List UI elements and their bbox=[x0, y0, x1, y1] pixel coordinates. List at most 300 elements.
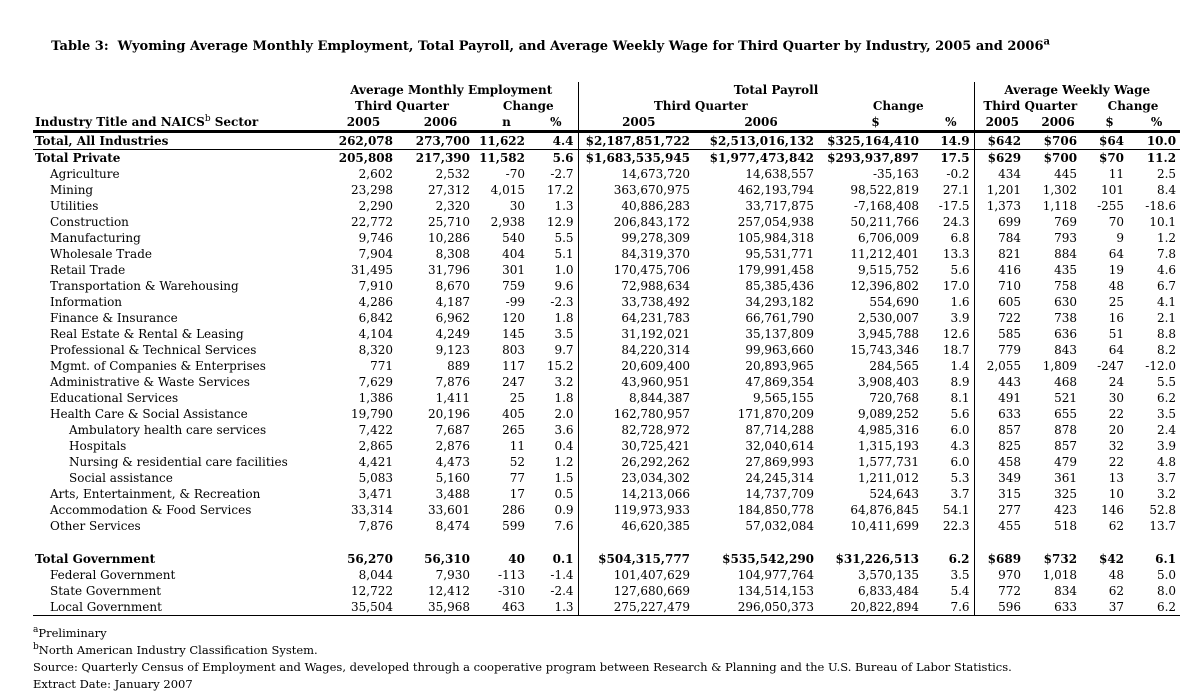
cell-wage-change-usd: 48 bbox=[1108, 568, 1125, 582]
cell-wage-change-usd: 16 bbox=[1108, 311, 1125, 325]
cell-payroll-change-usd: 20,822,894 bbox=[823, 599, 928, 616]
cell-emp-2006: 10,286 bbox=[428, 231, 470, 245]
cell-wage-change-pct: 5.5 bbox=[1156, 375, 1177, 389]
cell-wage-2005: 825 bbox=[974, 438, 1030, 454]
cell-wage-2006: 843 bbox=[1054, 343, 1078, 357]
col-header-payroll-pct: % bbox=[928, 114, 974, 132]
table-row bbox=[33, 599, 1180, 616]
table-title bbox=[33, 24, 1176, 69]
cell-payroll-2005: 64,231,783 bbox=[578, 310, 699, 326]
table-header bbox=[33, 82, 1180, 132]
cell-emp-change-pct: 2.0 bbox=[554, 407, 574, 421]
cell-emp-change-n: 145 bbox=[502, 327, 525, 341]
industry-label: Total Private bbox=[35, 151, 121, 165]
cell-emp-change-n: 247 bbox=[502, 375, 525, 389]
cell-emp-2005: 8,044 bbox=[358, 568, 393, 582]
footnote-text: Extract Date: January 2007 bbox=[33, 677, 193, 691]
table-row bbox=[33, 262, 1180, 278]
cell-wage-change-pct: 6.7 bbox=[1156, 279, 1177, 293]
cell-payroll-change-pct: 5.3 bbox=[950, 471, 970, 485]
cell-payroll-2006: 66,761,790 bbox=[745, 311, 815, 325]
cell-payroll-2005: 275,227,479 bbox=[578, 599, 699, 616]
subheader-wage-third-quarter: Third Quarter bbox=[974, 98, 1086, 114]
cell-wage-change-pct: 8.0 bbox=[1156, 584, 1177, 598]
cell-payroll-2006: 34,293,182 bbox=[745, 295, 815, 309]
cell-emp-2005: 12,722 bbox=[351, 584, 393, 598]
cell-emp-change-n: 405 bbox=[502, 407, 525, 421]
cell-wage-2006: 521 bbox=[1054, 391, 1078, 405]
cell-payroll-2006: 87,714,288 bbox=[745, 423, 815, 437]
cell-payroll-change-usd: 1,315,193 bbox=[857, 439, 920, 453]
cell-emp-change-pct: 17.2 bbox=[546, 183, 574, 197]
cell-wage-2006: 655 bbox=[1054, 407, 1078, 421]
cell-emp-change-pct: 3.5 bbox=[554, 327, 574, 341]
cell-wage-2005: 349 bbox=[974, 470, 1030, 486]
cell-emp-2006: 12,412 bbox=[428, 584, 470, 598]
industry-label: Hospitals bbox=[69, 439, 127, 453]
cell-emp-2005: 33,314 bbox=[351, 503, 393, 517]
cell-payroll-change-usd: 50,211,766 bbox=[850, 215, 920, 229]
cell-wage-2006: 423 bbox=[1054, 503, 1078, 517]
cell-wage-change-usd: 48 bbox=[1108, 279, 1125, 293]
cell-payroll-2006: 14,638,557 bbox=[745, 167, 815, 181]
cell-emp-2005: 9,746 bbox=[358, 231, 393, 245]
cell-payroll-change-pct: 17.5 bbox=[940, 151, 970, 165]
row-header-footnote-marker: b bbox=[204, 114, 211, 124]
cell-emp-2005: 7,422 bbox=[358, 423, 393, 437]
cell-wage-change-pct: 3.2 bbox=[1156, 487, 1177, 501]
cell-emp-2005: 7,629 bbox=[358, 375, 393, 389]
cell-payroll-change-pct: 5.6 bbox=[950, 407, 970, 421]
cell-wage-2006: 630 bbox=[1054, 295, 1078, 309]
cell-emp-change-pct: 3.2 bbox=[554, 375, 574, 389]
cell-payroll-change-usd: $325,164,410 bbox=[823, 132, 928, 150]
cell-wage-2005: $689 bbox=[974, 551, 1030, 567]
cell-payroll-change-pct: 7.6 bbox=[928, 599, 974, 616]
industry-label: Educational Services bbox=[50, 391, 179, 405]
cell-wage-2006: 1,118 bbox=[1042, 199, 1078, 213]
cell-emp-change-n: 404 bbox=[502, 247, 525, 261]
cell-payroll-2006: 296,050,373 bbox=[699, 599, 823, 616]
cell-payroll-change-usd: -7,168,408 bbox=[853, 199, 920, 213]
industry-label: Federal Government bbox=[50, 568, 176, 582]
cell-payroll-change-usd: 3,570,135 bbox=[857, 568, 920, 582]
row-header-text: Industry Title and NAICS bbox=[35, 115, 205, 129]
cell-payroll-change-pct: 6.8 bbox=[950, 231, 970, 245]
cell-wage-2006: 1,809 bbox=[1042, 359, 1078, 373]
cell-wage-change-pct: 52.8 bbox=[1149, 503, 1177, 517]
cell-emp-change-pct: 1.3 bbox=[554, 199, 574, 213]
group-header-payroll: Total Payroll bbox=[578, 82, 974, 98]
table-row bbox=[33, 567, 1180, 583]
cell-emp-change-pct: 9.7 bbox=[554, 343, 574, 357]
cell-emp-change-n: 52 bbox=[509, 455, 525, 469]
cell-payroll-2005: 14,213,066 bbox=[578, 486, 699, 502]
cell-wage-2005: $642 bbox=[974, 132, 1030, 150]
cell-wage-change-usd: 32 bbox=[1108, 439, 1125, 453]
cell-wage-2006: $706 bbox=[1030, 132, 1086, 150]
cell-payroll-2005: 127,680,669 bbox=[578, 583, 699, 599]
cell-emp-change-n: -310 bbox=[498, 584, 525, 598]
cell-wage-2005 bbox=[974, 534, 1030, 551]
cell-wage-change-usd: 13 bbox=[1108, 471, 1125, 485]
cell-emp-change-n: 4,015 bbox=[490, 183, 525, 197]
cell-emp-2006: 2,876 bbox=[435, 439, 470, 453]
industry-label: Finance & Insurance bbox=[50, 311, 178, 325]
col-header-wage-2005: 2005 bbox=[974, 114, 1030, 132]
cell-payroll-change-pct: 5.4 bbox=[950, 584, 970, 598]
cell-emp-change-n: 40 bbox=[508, 552, 525, 566]
cell-emp-2006: 31,796 bbox=[428, 263, 470, 277]
cell-wage-2006: 636 bbox=[1054, 327, 1078, 341]
cell-emp-change-n: 11,622 bbox=[479, 132, 534, 150]
col-header-wage-pct: % bbox=[1133, 114, 1180, 132]
table-row bbox=[33, 230, 1180, 246]
cell-wage-change-usd: 30 bbox=[1108, 391, 1125, 405]
cell-wage-2006: 445 bbox=[1054, 167, 1078, 181]
table-row bbox=[33, 583, 1180, 599]
cell-payroll-change-pct: -0.2 bbox=[946, 167, 970, 181]
cell-payroll-2005: 82,728,972 bbox=[578, 422, 699, 438]
table-row bbox=[33, 342, 1180, 358]
cell-wage-change-usd: 22 bbox=[1108, 407, 1125, 421]
cell-emp-2005: 22,772 bbox=[351, 215, 393, 229]
col-header-wage-usd: $ bbox=[1086, 114, 1133, 132]
cell-payroll-2005: 40,886,283 bbox=[578, 198, 699, 214]
industry-label: Social assistance bbox=[69, 471, 173, 485]
cell-payroll-2005: 99,278,309 bbox=[578, 230, 699, 246]
cell-emp-change-n: 301 bbox=[502, 263, 525, 277]
cell-emp-change-n: 120 bbox=[502, 311, 525, 325]
cell-emp-2005: 1,386 bbox=[358, 391, 393, 405]
cell-emp-change-pct: 1.3 bbox=[534, 599, 578, 616]
cell-payroll-2005: 101,407,629 bbox=[578, 567, 699, 583]
cell-payroll-change-pct: 54.1 bbox=[942, 503, 970, 517]
cell-wage-change-pct: -18.6 bbox=[1145, 199, 1177, 213]
cell-payroll-2005: 14,673,720 bbox=[578, 166, 699, 182]
table-body bbox=[33, 132, 1180, 616]
cell-emp-change-pct: 1.8 bbox=[554, 391, 574, 405]
cell-payroll-change-usd: 524,643 bbox=[869, 487, 920, 501]
cell-wage-2005: 633 bbox=[974, 406, 1030, 422]
cell-payroll-2006: $535,542,290 bbox=[722, 552, 815, 566]
industry-label: Other Services bbox=[50, 519, 141, 533]
cell-payroll-2006: 105,984,318 bbox=[737, 231, 815, 245]
cell-payroll-change-usd: 10,411,699 bbox=[850, 519, 920, 533]
cell-emp-change-pct: 1.8 bbox=[554, 311, 574, 325]
cell-wage-change-usd: 24 bbox=[1108, 375, 1125, 389]
cell-emp-2005: 7,876 bbox=[358, 519, 393, 533]
cell-emp-change-n: 2,938 bbox=[490, 215, 525, 229]
cell-wage-change-usd: -255 bbox=[1097, 199, 1125, 213]
cell-payroll-2005: 84,319,370 bbox=[578, 246, 699, 262]
cell-emp-2006: 4,473 bbox=[435, 455, 470, 469]
table-row bbox=[33, 182, 1180, 198]
cell-wage-2006: 1,302 bbox=[1042, 183, 1078, 197]
cell-emp-2006: 20,196 bbox=[428, 407, 470, 421]
cell-payroll-change-usd: 4,985,316 bbox=[857, 423, 920, 437]
industry-label: Utilities bbox=[50, 199, 99, 213]
cell-wage-2005: 710 bbox=[974, 278, 1030, 294]
cell-wage-change-pct: 4.6 bbox=[1156, 263, 1177, 277]
cell-wage-change-pct: 4.1 bbox=[1156, 295, 1177, 309]
cell-wage-2005: 458 bbox=[974, 454, 1030, 470]
cell-payroll-2005: 20,609,400 bbox=[578, 358, 699, 374]
cell-emp-2005: 2,602 bbox=[358, 167, 393, 181]
cell-payroll-change-pct: 27.1 bbox=[942, 183, 970, 197]
cell-wage-change-usd: 51 bbox=[1108, 327, 1125, 341]
footnote-text: Preliminary bbox=[38, 626, 107, 640]
cell-payroll-2006 bbox=[699, 534, 823, 551]
cell-payroll-2005: 23,034,302 bbox=[578, 470, 699, 486]
spacer-row bbox=[33, 534, 1180, 551]
row-header-text-after: Sector bbox=[210, 115, 259, 129]
cell-emp-2005: 19,790 bbox=[351, 407, 393, 421]
cell-wage-2006: 325 bbox=[1054, 487, 1078, 501]
industry-label: Arts, Entertainment, & Recreation bbox=[50, 487, 261, 501]
cell-emp-2006: 889 bbox=[447, 359, 470, 373]
industry-label: Local Government bbox=[33, 599, 325, 616]
cell-emp-2005: 205,808 bbox=[338, 151, 393, 165]
footnotes bbox=[33, 625, 1176, 693]
cell-wage-change-usd: 37 bbox=[1086, 599, 1133, 616]
cell-wage-change-usd: 70 bbox=[1108, 215, 1125, 229]
industry-label: Ambulatory health care services bbox=[69, 423, 267, 437]
cell-emp-change-n: 803 bbox=[502, 343, 525, 357]
cell-emp-change-pct: -2.3 bbox=[550, 295, 574, 309]
cell-wage-change-pct bbox=[1133, 534, 1180, 551]
cell-wage-2005: 699 bbox=[974, 214, 1030, 230]
cell-wage-2005: 585 bbox=[974, 326, 1030, 342]
subheader-wage-change: Change bbox=[1107, 99, 1159, 113]
cell-emp-2006: 8,474 bbox=[435, 519, 470, 533]
cell-payroll-2006: 33,717,875 bbox=[745, 199, 815, 213]
cell-payroll-change-usd: 9,089,252 bbox=[857, 407, 920, 421]
col-header-payroll-usd: $ bbox=[823, 114, 928, 132]
col-header-payroll-2006: 2006 bbox=[699, 114, 823, 132]
cell-wage-2005: 416 bbox=[974, 262, 1030, 278]
cell-wage-change-usd: 101 bbox=[1101, 183, 1125, 197]
table-row bbox=[33, 310, 1180, 326]
cell-emp-2005: 7,910 bbox=[358, 279, 393, 293]
cell-wage-2005: 315 bbox=[974, 486, 1030, 502]
cell-emp-change-pct: 7.6 bbox=[554, 519, 574, 533]
cell-wage-2005: 1,373 bbox=[974, 198, 1030, 214]
employment-payroll-wage-table bbox=[33, 82, 1180, 616]
cell-emp-2006: 4,187 bbox=[435, 295, 470, 309]
cell-payroll-2006: 257,054,938 bbox=[737, 215, 815, 229]
cell-emp-change-pct: 5.1 bbox=[554, 247, 574, 261]
cell-payroll-change-usd: 11,212,401 bbox=[850, 247, 920, 261]
cell-emp-2005: 2,865 bbox=[358, 439, 393, 453]
cell-payroll-2006: 24,245,314 bbox=[745, 471, 815, 485]
cell-payroll-2005: 84,220,314 bbox=[578, 342, 699, 358]
cell-wage-2006: 479 bbox=[1054, 455, 1078, 469]
cell-payroll-2005: 30,725,421 bbox=[578, 438, 699, 454]
cell-emp-change-pct: 15.2 bbox=[546, 359, 574, 373]
cell-payroll-change-usd: -35,163 bbox=[872, 167, 920, 181]
industry-label: Information bbox=[50, 295, 123, 309]
cell-payroll-change-pct: 17.0 bbox=[942, 279, 970, 293]
title-footnote-marker: a bbox=[1043, 36, 1050, 48]
cell-emp-2006: 217,390 bbox=[415, 151, 470, 165]
cell-wage-2006: 518 bbox=[1054, 519, 1078, 533]
cell-payroll-change-pct: 1.6 bbox=[950, 295, 970, 309]
cell-emp-2005: 23,298 bbox=[351, 183, 393, 197]
cell-payroll-2005: 26,292,262 bbox=[578, 454, 699, 470]
cell-emp-2006: 6,962 bbox=[435, 311, 470, 325]
cell-payroll-2005: 119,973,933 bbox=[578, 502, 699, 518]
cell-wage-change-pct: 13.7 bbox=[1149, 519, 1177, 533]
cell-emp-change-n: 265 bbox=[502, 423, 525, 437]
table-row bbox=[33, 406, 1180, 422]
cell-wage-2005: 779 bbox=[974, 342, 1030, 358]
cell-wage-change-usd: 9 bbox=[1116, 231, 1125, 245]
cell-wage-2006: 633 bbox=[1030, 599, 1086, 616]
cell-wage-2005: 434 bbox=[974, 166, 1030, 182]
cell-wage-2006: $732 bbox=[1043, 552, 1078, 566]
cell-payroll-2006: 27,869,993 bbox=[745, 455, 815, 469]
table-title-text: Table 3: Wyoming Average Monthly Employment, Total Payroll, and Average Weekly Wage for Third Quarter by Industry, 2005 and 2006 bbox=[51, 39, 1044, 54]
cell-emp-change-pct: -2.4 bbox=[550, 584, 574, 598]
group-header-weekly-wage: Average Weekly Wage bbox=[974, 82, 1180, 98]
cell-payroll-change-pct: 6.0 bbox=[950, 423, 970, 437]
table-row bbox=[33, 454, 1180, 470]
cell-wage-change-usd: -247 bbox=[1097, 359, 1125, 373]
cell-wage-change-pct: 11.2 bbox=[1146, 151, 1177, 165]
footnote-marker-a: a bbox=[33, 625, 39, 636]
cell-emp-change-pct: 0.4 bbox=[554, 439, 574, 453]
cell-wage-2006: 468 bbox=[1054, 375, 1078, 389]
cell-payroll-change-pct: 8.1 bbox=[950, 391, 970, 405]
cell-emp-2006: 27,312 bbox=[428, 183, 470, 197]
col-header-emp-2005: 2005 bbox=[325, 114, 402, 132]
cell-emp-change-n: 463 bbox=[479, 599, 534, 616]
cell-payroll-2006: 462,193,794 bbox=[737, 183, 815, 197]
cell-emp-change-pct: 5.5 bbox=[554, 231, 574, 245]
cell-wage-change-usd: 10 bbox=[1108, 487, 1125, 501]
table-row bbox=[33, 438, 1180, 454]
table-row bbox=[33, 198, 1180, 214]
cell-wage-2005: 443 bbox=[974, 374, 1030, 390]
cell-payroll-change-pct: 18.7 bbox=[942, 343, 970, 357]
industry-label: Agriculture bbox=[50, 167, 120, 181]
cell-payroll-2005: 162,780,957 bbox=[578, 406, 699, 422]
industry-label: Total Government bbox=[35, 552, 156, 566]
cell-emp-change-n: 286 bbox=[502, 503, 525, 517]
industry-label: Professional & Technical Services bbox=[50, 343, 257, 357]
cell-emp-change-n: -70 bbox=[505, 167, 525, 181]
cell-emp-change-pct: -2.7 bbox=[550, 167, 574, 181]
table-row bbox=[33, 551, 1180, 567]
industry-label: Nursing & residential care facilities bbox=[69, 455, 288, 469]
cell-wage-change-usd: 20 bbox=[1108, 423, 1125, 437]
cell-payroll-change-usd: 64,876,845 bbox=[850, 503, 920, 517]
col-header-wage-2006: 2006 bbox=[1030, 114, 1086, 132]
table-row bbox=[33, 470, 1180, 486]
cell-emp-2006: 2,320 bbox=[435, 199, 470, 213]
cell-wage-change-pct: 5.0 bbox=[1156, 568, 1177, 582]
industry-label: Mining bbox=[50, 183, 94, 197]
cell-wage-2005: 970 bbox=[974, 567, 1030, 583]
table-row bbox=[33, 390, 1180, 406]
table-row bbox=[33, 358, 1180, 374]
cell-payroll-change-usd: 3,908,403 bbox=[857, 375, 920, 389]
industry-label: Transportation & Warehousing bbox=[50, 279, 239, 293]
subheader-emp-third-quarter: Third Quarter bbox=[355, 99, 449, 113]
cell-emp-2005: 262,078 bbox=[325, 132, 402, 150]
cell-wage-change-usd bbox=[1086, 534, 1133, 551]
cell-emp-2005: 56,270 bbox=[347, 552, 393, 566]
cell-wage-2006: 738 bbox=[1054, 311, 1078, 325]
industry-label: Mgmt. of Companies & Enterprises bbox=[50, 359, 266, 373]
cell-wage-2006 bbox=[1030, 534, 1086, 551]
cell-emp-2006: 3,488 bbox=[435, 487, 470, 501]
cell-payroll-change-usd: 15,743,346 bbox=[850, 343, 920, 357]
cell-payroll-2006: 47,869,354 bbox=[745, 375, 815, 389]
col-header-emp-pct: % bbox=[534, 114, 578, 132]
cell-payroll-change-usd: $293,937,897 bbox=[827, 151, 920, 165]
cell-wage-change-usd: 64 bbox=[1108, 343, 1125, 357]
col-header-payroll-2005: 2005 bbox=[578, 114, 699, 132]
cell-payroll-2005: 31,192,021 bbox=[578, 326, 699, 342]
cell-emp-change-pct: 3.6 bbox=[554, 423, 574, 437]
cell-payroll-2005: 363,670,975 bbox=[578, 182, 699, 198]
cell-wage-change-pct: -12.0 bbox=[1145, 359, 1177, 373]
cell-wage-2005: $629 bbox=[974, 150, 1030, 167]
cell-payroll-2006: 95,531,771 bbox=[745, 247, 815, 261]
cell-wage-change-usd: $42 bbox=[1098, 552, 1125, 566]
cell-payroll-2005 bbox=[578, 534, 699, 551]
cell-payroll-change-pct: 5.6 bbox=[950, 263, 970, 277]
cell-emp-change-n: 77 bbox=[509, 471, 525, 485]
cell-wage-change-pct: 7.8 bbox=[1156, 247, 1177, 261]
cell-emp-2005 bbox=[325, 534, 402, 551]
cell-payroll-change-usd: 6,706,009 bbox=[857, 231, 920, 245]
cell-emp-change-n: 30 bbox=[509, 199, 525, 213]
cell-emp-change-n: -113 bbox=[498, 568, 525, 582]
industry-label: Wholesale Trade bbox=[50, 247, 152, 261]
footnote-source bbox=[33, 659, 1176, 676]
cell-payroll-2006: 57,032,084 bbox=[745, 519, 815, 533]
cell-emp-2006: 7,687 bbox=[435, 423, 470, 437]
cell-emp-change-pct: 0.9 bbox=[554, 503, 574, 517]
cell-emp-2005: 2,290 bbox=[358, 199, 393, 213]
cell-emp-change-n: 540 bbox=[502, 231, 525, 245]
cell-payroll-2005: 8,844,387 bbox=[578, 390, 699, 406]
cell-emp-change-pct: 0.1 bbox=[552, 552, 574, 566]
cell-wage-2005: 722 bbox=[974, 310, 1030, 326]
cell-payroll-2005: $2,187,851,722 bbox=[578, 132, 699, 150]
footnote-naics bbox=[33, 642, 1176, 659]
table-row bbox=[33, 246, 1180, 262]
cell-emp-2005: 7,904 bbox=[358, 247, 393, 261]
cell-payroll-change-usd: 1,211,012 bbox=[857, 471, 920, 485]
cell-wage-change-pct: 3.9 bbox=[1156, 439, 1177, 453]
cell-payroll-2006: 32,040,614 bbox=[745, 439, 815, 453]
cell-emp-change-n: -99 bbox=[505, 295, 525, 309]
cell-emp-change-pct: 0.5 bbox=[554, 487, 574, 501]
industry-label: State Government bbox=[50, 584, 162, 598]
cell-payroll-change-pct: 1.4 bbox=[950, 359, 970, 373]
cell-emp-2005: 4,286 bbox=[358, 295, 393, 309]
cell-payroll-change-usd: 2,530,007 bbox=[857, 311, 920, 325]
cell-emp-2005: 4,421 bbox=[358, 455, 393, 469]
cell-wage-2006: 361 bbox=[1054, 471, 1078, 485]
cell-payroll-change-usd: 554,690 bbox=[869, 295, 920, 309]
cell-wage-change-usd: 11 bbox=[1108, 167, 1125, 181]
cell-wage-change-pct: 10.0 bbox=[1133, 132, 1180, 150]
